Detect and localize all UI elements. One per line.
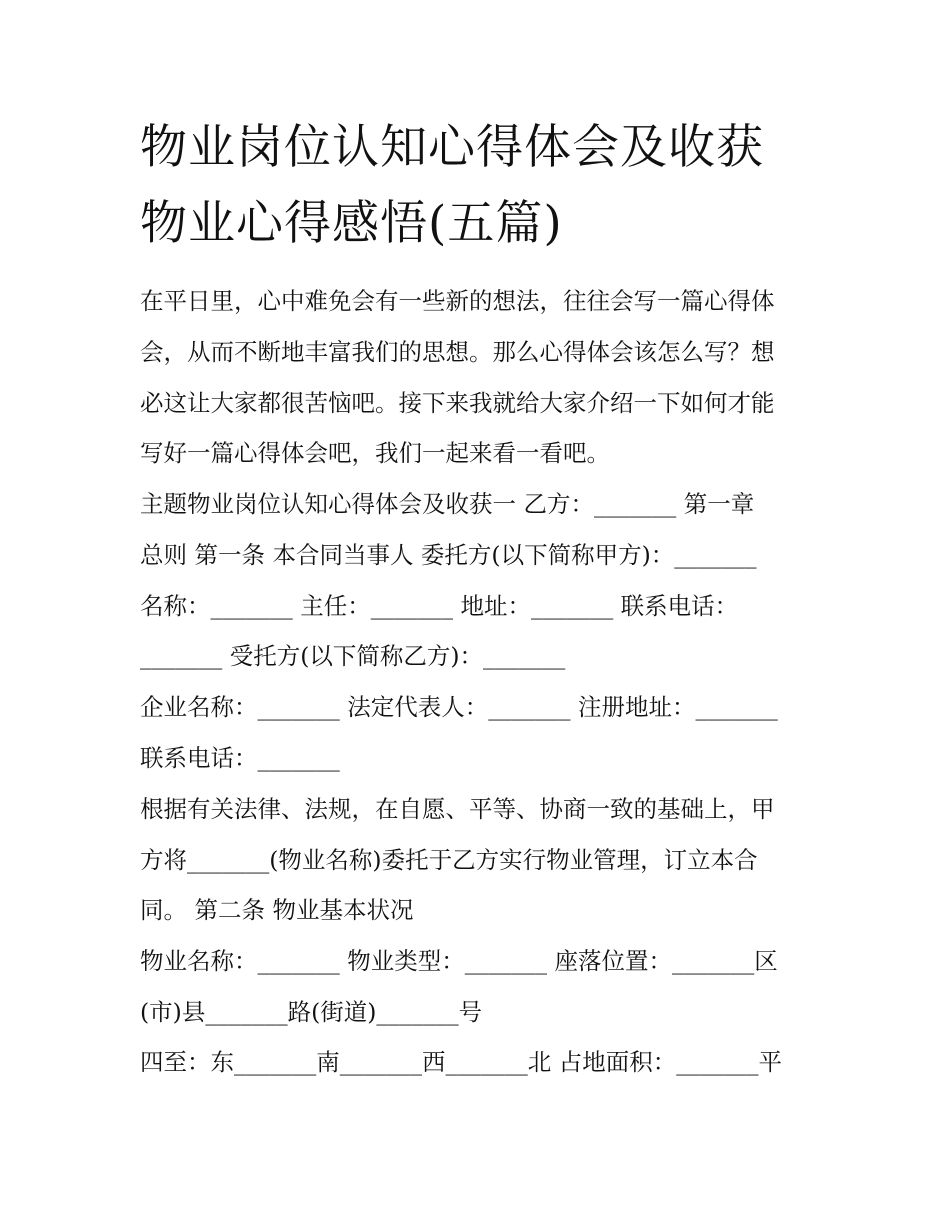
body-text-line: 必这让大家都很苦恼吧。接下来我就给大家介绍一下如何才能 xyxy=(140,389,775,417)
body-text-line: (市)县_______路(街道)_______号 xyxy=(140,998,483,1026)
body-text-line: 根据有关法律、法规，在自愿、平等、协商一致的基础上，甲 xyxy=(140,795,775,823)
body-text-line: 总则 第一条 本合同当事人 委托方(以下简称甲方)：_______ xyxy=(140,541,757,569)
body-text-line: _______ 受托方(以下简称乙方)：_______ xyxy=(140,642,566,670)
body-text-line: 写好一篇心得体会吧，我们一起来看一看吧。 xyxy=(140,439,610,467)
body-text-line: 四至：东_______南_______西_______北 占地面积：_______平 xyxy=(140,1048,782,1076)
document-title-line-2: 物业心得感悟(五篇) xyxy=(140,196,563,251)
body-text-line: 主题物业岗位认知心得体会及收获一 乙方：_______ 第一章 xyxy=(140,490,755,518)
body-text-line: 企业名称：_______ 法定代表人：_______ 注册地址：_______ xyxy=(140,693,778,721)
body-text-line: 在平日里，心中难免会有一些新的想法，往往会写一篇心得体 xyxy=(140,287,775,315)
body-text-line: 方将_______(物业名称)委托于乙方实行物业管理，订立本合 xyxy=(140,846,758,874)
body-text-line: 物业名称：_______ 物业类型：_______ 座落位置：_______区 xyxy=(140,947,778,975)
body-text-line: 同。 第二条 物业基本状况 xyxy=(140,896,414,924)
body-text-line: 名称：_______ 主任：_______ 地址：_______ 联系电话： xyxy=(140,592,739,620)
body-text-line: 会，从而不断地丰富我们的思想。那么心得体会该怎么写？想 xyxy=(140,338,775,366)
document-title-line-1: 物业岗位认知心得体会及收获 xyxy=(140,120,764,175)
body-text-line: 联系电话：_______ xyxy=(140,744,340,772)
